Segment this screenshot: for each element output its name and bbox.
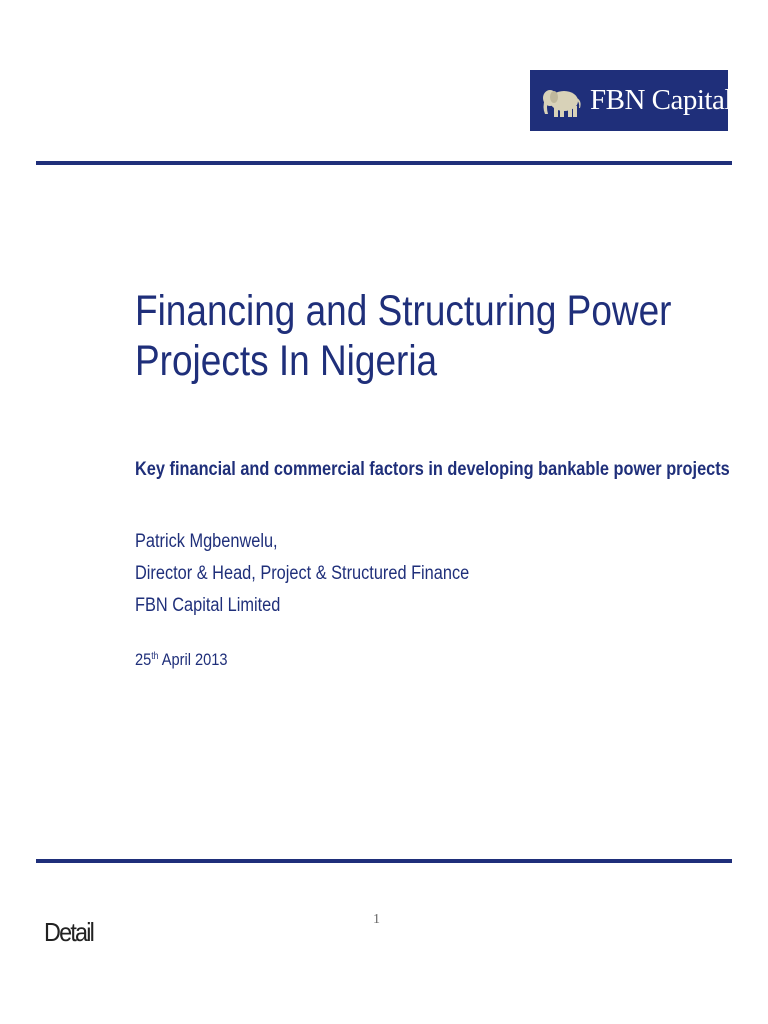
author-block bbox=[135, 526, 469, 622]
page-number: 1 bbox=[373, 912, 380, 927]
author-company: FBN Capital Limited bbox=[135, 595, 281, 616]
presentation-date bbox=[135, 650, 228, 670]
detail-watermark: Detail bbox=[44, 917, 94, 947]
logo-text: FBN Capital bbox=[590, 84, 732, 116]
date-day: 25 bbox=[135, 650, 152, 669]
elephant-icon bbox=[542, 81, 586, 121]
slide-title bbox=[135, 286, 672, 386]
slide-title-line-2: Projects In Nigeria bbox=[135, 337, 438, 385]
date-month-year: April 2013 bbox=[158, 650, 228, 669]
author-name: Patrick Mgbenwelu, bbox=[135, 531, 278, 552]
fbn-capital-logo bbox=[530, 70, 732, 131]
bottom-divider bbox=[36, 859, 732, 863]
author-role: Director & Head, Project & Structured Finance bbox=[135, 563, 470, 584]
date-suffix: th bbox=[151, 651, 159, 662]
top-divider bbox=[36, 161, 732, 165]
slide-title-line-1: Financing and Structuring Power bbox=[135, 287, 672, 335]
slide-subtitle: Key financial and commercial factors in developing bankable power projects bbox=[135, 459, 730, 480]
